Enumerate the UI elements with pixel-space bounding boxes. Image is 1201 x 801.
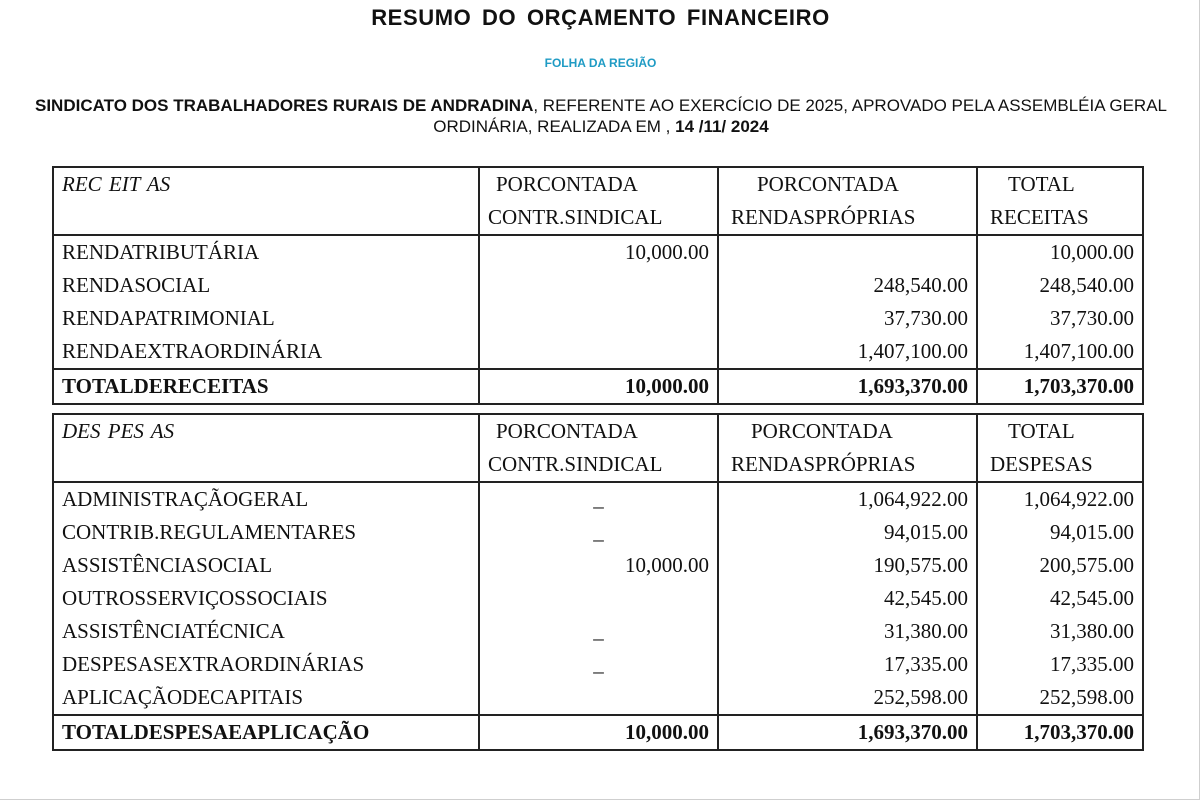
row-label: ASSISTÊNCIATÉCNICA	[53, 615, 479, 648]
table-row	[53, 681, 1143, 715]
row-sindical	[479, 681, 718, 715]
intro-text: , REFERENTE AO EXERCÍCIO DE 2025, APROVADO PELA ASSEMBLÉIA GERAL ORDINÁRIA, REALIZADA EM ,	[433, 96, 1167, 136]
table-row	[53, 648, 1143, 681]
page-title: RESUMO DO ORÇAMENTO FINANCEIRO	[371, 5, 830, 30]
row-sindical: _	[479, 516, 718, 549]
receitas-col-total-line1: TOTAL	[977, 167, 1143, 201]
despesas-col-sindical-line1: PORCONTADA	[479, 414, 718, 448]
row-proprias: 1,407,100.00	[718, 335, 977, 369]
table-row	[53, 615, 1143, 648]
total-label: TOTALDERECEITAS	[53, 369, 479, 404]
receitas-header-blank	[53, 201, 479, 235]
row-proprias: 252,598.00	[718, 681, 977, 715]
total-proprias: 1,693,370.00	[718, 715, 977, 750]
table-row	[53, 269, 1143, 302]
receitas-total-row	[53, 369, 1143, 404]
despesas-table	[52, 413, 1144, 751]
row-proprias: 190,575.00	[718, 549, 977, 582]
union-name: SINDICATO DOS TRABALHADORES RURAIS DE ANDRADINA	[34, 96, 534, 115]
row-total: 10,000.00	[977, 235, 1143, 269]
intro-paragraph	[30, 95, 1172, 137]
row-sindical: 10,000.00	[479, 235, 718, 269]
row-label: RENDAPATRIMONIAL	[53, 302, 479, 335]
row-label: RENDATRIBUTÁRIA	[53, 235, 479, 269]
row-total: 42,545.00	[977, 582, 1143, 615]
row-total: 1,407,100.00	[977, 335, 1143, 369]
despesas-header-row-2	[53, 448, 1143, 482]
receitas-col-total-line2: RECEITAS	[977, 201, 1143, 235]
row-label: CONTRIB.REGULAMENTARES	[53, 516, 479, 549]
row-sindical	[479, 335, 718, 369]
despesas-total-row	[53, 715, 1143, 750]
row-sindical: 10,000.00	[479, 549, 718, 582]
row-sindical: _	[479, 615, 718, 648]
table-row	[53, 482, 1143, 516]
row-sindical: _	[479, 648, 718, 681]
despesas-header-blank	[53, 448, 479, 482]
total-total: 1,703,370.00	[977, 369, 1143, 404]
row-proprias: 248,540.00	[718, 269, 977, 302]
total-sindical: 10,000.00	[479, 715, 718, 750]
receitas-section-label: REC EIT AS	[53, 167, 479, 201]
total-proprias: 1,693,370.00	[718, 369, 977, 404]
row-label: RENDASOCIAL	[53, 269, 479, 302]
row-total: 17,335.00	[977, 648, 1143, 681]
row-sindical	[479, 269, 718, 302]
table-row	[53, 582, 1143, 615]
row-label: ASSISTÊNCIASOCIAL	[53, 549, 479, 582]
row-sindical	[479, 582, 718, 615]
receitas-col-proprias-line1: PORCONTADA	[718, 167, 977, 201]
row-total: 94,015.00	[977, 516, 1143, 549]
row-label: RENDAEXTRAORDINÁRIA	[53, 335, 479, 369]
row-proprias	[718, 235, 977, 269]
table-row	[53, 302, 1143, 335]
row-total: 1,064,922.00	[977, 482, 1143, 516]
assembly-date: 14 /11/ 2024	[675, 117, 769, 136]
row-total: 248,540.00	[977, 269, 1143, 302]
row-total: 200,575.00	[977, 549, 1143, 582]
table-row	[53, 235, 1143, 269]
receitas-col-sindical-line1: PORCONTADA	[479, 167, 718, 201]
row-proprias: 94,015.00	[718, 516, 977, 549]
row-proprias: 42,545.00	[718, 582, 977, 615]
receitas-header-row-2	[53, 201, 1143, 235]
row-proprias: 31,380.00	[718, 615, 977, 648]
despesas-col-total-line2: DESPESAS	[977, 448, 1143, 482]
total-label: TOTALDESPESAEAPLICAÇÃO	[53, 715, 479, 750]
receitas-table	[52, 166, 1144, 405]
row-proprias: 17,335.00	[718, 648, 977, 681]
row-label: OUTROSSERVIÇOSSOCIAIS	[53, 582, 479, 615]
row-proprias: 1,064,922.00	[718, 482, 977, 516]
row-total: 252,598.00	[977, 681, 1143, 715]
row-label: APLICAÇÃODECAPITAIS	[53, 681, 479, 715]
row-label: ADMINISTRAÇÃOGERAL	[53, 482, 479, 516]
despesas-col-proprias-line1: PORCONTADA	[718, 414, 977, 448]
row-label: DESPESASEXTRAORDINÁRIAS	[53, 648, 479, 681]
row-total: 37,730.00	[977, 302, 1143, 335]
table-row	[53, 516, 1143, 549]
despesas-col-sindical-line2: CONTR.SINDICAL	[479, 448, 718, 482]
row-sindical: _	[479, 482, 718, 516]
receitas-col-proprias-line2: RENDASPRÓPRIAS	[718, 201, 977, 235]
despesas-col-proprias-line2: RENDASPRÓPRIAS	[718, 448, 977, 482]
receitas-col-sindical-line2: CONTR.SINDICAL	[479, 201, 718, 235]
page-subtitle: FOLHA DA REGIÃO	[544, 56, 657, 70]
table-row	[53, 335, 1143, 369]
total-total: 1,703,370.00	[977, 715, 1143, 750]
row-total: 31,380.00	[977, 615, 1143, 648]
despesas-section-label: DES PES AS	[53, 414, 479, 448]
despesas-col-total-line1: TOTAL	[977, 414, 1143, 448]
row-proprias: 37,730.00	[718, 302, 977, 335]
total-sindical: 10,000.00	[479, 369, 718, 404]
table-row	[53, 549, 1143, 582]
row-sindical	[479, 302, 718, 335]
despesas-header-row	[53, 414, 1143, 448]
receitas-header-row	[53, 167, 1143, 201]
